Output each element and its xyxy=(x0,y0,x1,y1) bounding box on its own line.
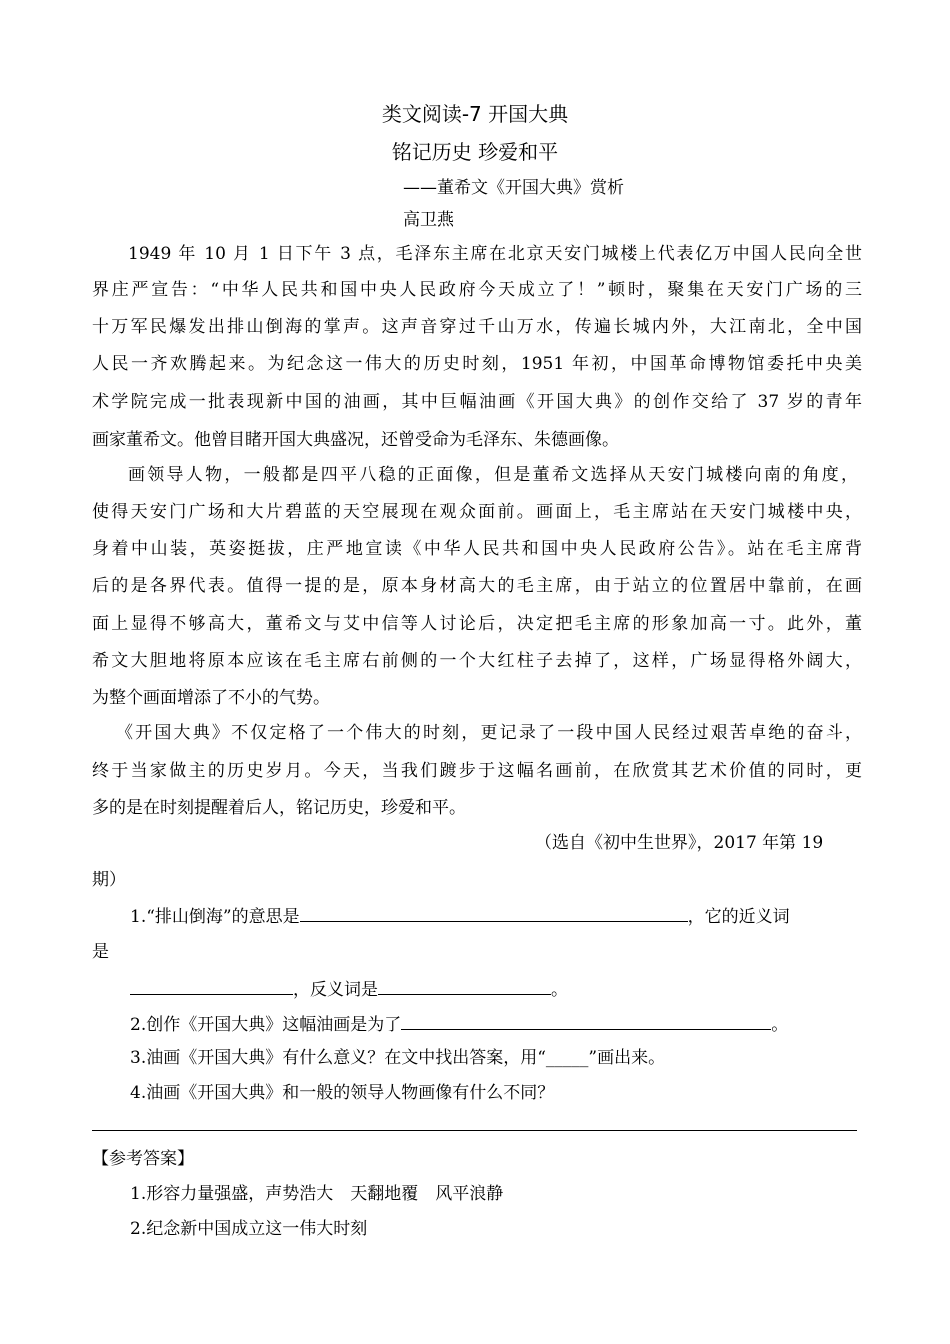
text-line: 界庄严宣告：“中华人民共和国中央人民政府今天成立了！”顿时，聚集在天安门广场的三 xyxy=(92,280,862,300)
text-line: 画领导人物，一般都是四平八稳的正面像，但是董希文选择从天安门城楼向南的角度， xyxy=(128,465,858,485)
text-line: 面上显得不够高大，董希文与艾中信等人讨论后，决定把毛主席的形象加高一寸。此外，董 xyxy=(92,614,862,634)
document-subtitle: 铭记历史 珍爱和平 xyxy=(391,140,559,164)
text-line: 使得天安门广场和大片碧蓝的天空展现在观众面前。画面上，毛主席站在天安门城楼中央， xyxy=(92,502,862,522)
question-2-end: 。 xyxy=(771,1015,789,1035)
question-1-end: 。 xyxy=(551,980,568,1000)
source-citation: （选自《初中生世界》，2017 年第 19 xyxy=(535,833,824,853)
question-1-antonym: ，反义词是 xyxy=(293,980,378,1000)
text-line: 身着中山装，英姿挺拔，庄严地宣读《中华人民共和国中央人民政府公告》。站在毛主席背 xyxy=(92,539,862,559)
text-line: 后的是各界代表。值得一提的是，原本身材高大的毛主席，由于站立的位置居中靠前，在画 xyxy=(92,576,862,596)
answer-blank-synonym[interactable] xyxy=(130,976,293,995)
text-line: 终于当家做主的历史岁月。今天，当我们踱步于这幅名画前，在欣赏其艺术价值的同时，更 xyxy=(92,761,862,781)
text-line: 希文大胆地将原本应该在毛主席右前侧的一个大红柱子去掉了，这样，广场显得格外阔大， xyxy=(92,651,862,671)
question-1-cont: 是 xyxy=(92,942,109,962)
question-1-line-2 xyxy=(130,976,568,1002)
text-line: 十万军民爆发出排山倒海的掌声。这声音穿过千山万水，传遍长城内外，大江南北，全中国 xyxy=(92,317,862,337)
text-line: 1949 年 10 月 1 日下午 3 点，毛泽东主席在北京天安门城楼上代表亿万中国人民向全世 xyxy=(128,244,862,264)
source-citation-cont: 期） xyxy=(92,870,126,890)
question-1 xyxy=(130,903,790,929)
answer-blank-antonym[interactable] xyxy=(378,976,551,995)
question-1-prefix: 1.“排山倒海”的意思是 xyxy=(130,907,300,927)
text-line: 《开国大典》不仅定格了一个伟大的时刻，更记录了一段中国人民经过艰苦卓绝的奋斗， xyxy=(116,723,862,743)
text-line: 画家董希文。他曾目睹开国大典盛况，还曾受命为毛泽东、朱德画像。 xyxy=(92,430,619,450)
document-byline: ——董希文《开国大典》赏析 xyxy=(403,178,624,198)
section-divider xyxy=(92,1130,857,1131)
answer-blank-meaning[interactable] xyxy=(300,903,688,922)
question-2 xyxy=(130,1011,788,1037)
text-line: 术学院完成一批表现新中国的油画，其中巨幅油画《开国大典》的创作交给了 37 岁的青年 xyxy=(92,392,862,412)
text-line: 人民一齐欢腾起来。为纪念这一伟大的历史时刻，1951 年初，中国革命博物馆委托中央美 xyxy=(92,354,862,374)
author-name: 高卫燕 xyxy=(403,210,454,230)
answers-heading: 【参考答案】 xyxy=(92,1149,194,1169)
text-line: 为整个画面增添了不小的气势。 xyxy=(92,688,330,708)
answer-1: 1.形容力量强盛，声势浩大 天翻地覆 风平浪静 xyxy=(130,1184,504,1204)
answer-blank-purpose[interactable] xyxy=(401,1011,771,1030)
question-3: 3.油画《开国大典》有什么意义？在文中找出答案，用“_____”画出来。 xyxy=(130,1048,666,1068)
answer-2: 2.纪念新中国成立这一伟大时刻 xyxy=(130,1219,368,1239)
question-4: 4.油画《开国大典》和一般的领导人物画像有什么不同？ xyxy=(130,1083,555,1103)
document-title: 类文阅读-7 开国大典 xyxy=(381,102,569,126)
question-2-prefix: 2.创作《开国大典》这幅油画是为了 xyxy=(130,1015,402,1035)
text-line: 多的是在时刻提醒着后人，铭记历史，珍爱和平。 xyxy=(92,798,466,818)
question-1-mid: ，它的近义词 xyxy=(687,907,790,927)
